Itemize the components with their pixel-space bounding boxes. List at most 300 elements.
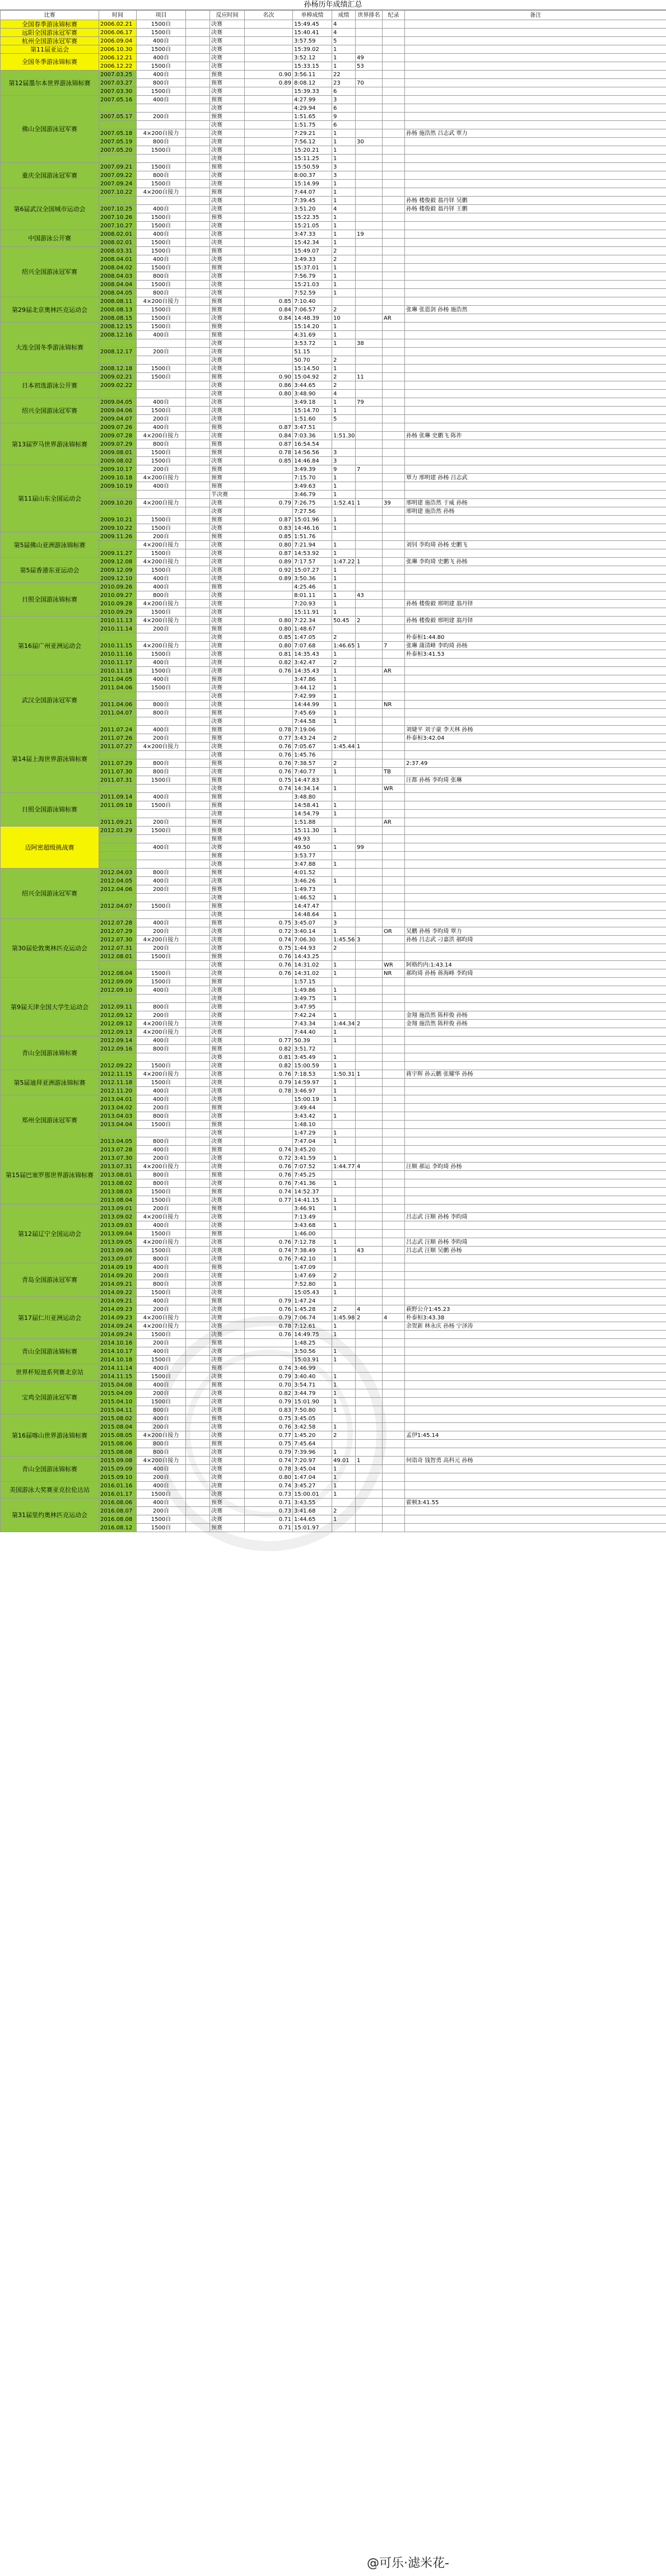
stage-cell: 决赛: [210, 575, 245, 583]
spacer-cell: [186, 549, 210, 558]
stage-cell: 决赛: [210, 1028, 245, 1037]
event-item-cell: 800自: [137, 701, 186, 709]
result-cell: 15:01.97: [293, 1524, 332, 1532]
event-name: 全国春季游泳锦标赛: [1, 20, 99, 29]
stage-cell: 预赛: [210, 1499, 245, 1507]
rank-cell: [356, 734, 383, 743]
date-cell: 2016.08.06: [99, 1499, 137, 1507]
result-cell: 7:56.79: [293, 272, 332, 281]
event-item-cell: [137, 356, 186, 365]
result-cell: 14:41.15: [293, 1196, 332, 1205]
date-cell: [99, 356, 137, 365]
note-cell: [405, 1389, 666, 1398]
table-row: [1, 323, 666, 331]
result-cell: 7:22.34: [293, 617, 332, 625]
note-cell: [405, 180, 666, 188]
reaction-time-cell: [245, 818, 293, 827]
spacer-cell: [186, 398, 210, 407]
split-cell: 1: [332, 62, 356, 71]
table-row: [1, 1146, 666, 1154]
event-item-cell: 4×200自接力: [137, 1322, 186, 1331]
date-cell: 2007.05.17: [99, 113, 137, 121]
reaction-time-cell: 0.74: [245, 936, 293, 944]
result-cell: 3:49.39: [293, 465, 332, 474]
split-cell: 1:45.98: [332, 1314, 356, 1322]
note-cell: [405, 591, 666, 600]
reaction-time-cell: [245, 113, 293, 121]
table-row: [1, 1028, 666, 1037]
stage-cell: 决赛: [210, 20, 245, 29]
table-row: [1, 558, 666, 566]
table-row: [1, 566, 666, 575]
date-cell: 2008.08.11: [99, 297, 137, 306]
stage-cell: 决赛: [210, 356, 245, 365]
rank-cell: [356, 365, 383, 373]
world-rank-cell: [383, 1473, 405, 1482]
table-row: [1, 591, 666, 600]
stage-cell: 预赛: [210, 516, 245, 524]
note-cell: [405, 213, 666, 222]
stage-cell: 决赛: [210, 1079, 245, 1087]
spacer-cell: [186, 995, 210, 1003]
table-row: [1, 457, 666, 465]
event-item-cell: 1500自: [137, 549, 186, 558]
event-item-cell: [137, 961, 186, 969]
reaction-time-cell: 0.76: [245, 1305, 293, 1314]
note-cell: [405, 54, 666, 62]
date-cell: 2013.09.07: [99, 1255, 137, 1263]
world-rank-cell: [383, 1028, 405, 1037]
result-cell: 7:10.40: [293, 297, 332, 306]
note-cell: [405, 247, 666, 255]
split-cell: 1: [332, 1356, 356, 1364]
date-cell: 2013.07.30: [99, 1154, 137, 1163]
stage-cell: 预赛: [210, 213, 245, 222]
stage-cell: 决赛: [210, 877, 245, 885]
note-cell: 蒋宇辉 孙云鹏 张耀华 孙杨: [405, 1070, 666, 1079]
note-cell: [405, 793, 666, 801]
date-cell: 2013.09.03: [99, 1221, 137, 1230]
split-cell: 1: [332, 801, 356, 810]
result-cell: 14:31.02: [293, 961, 332, 969]
note-cell: [405, 20, 666, 29]
rank-cell: [356, 415, 383, 423]
reaction-time-cell: [245, 54, 293, 62]
stage-cell: 决赛: [210, 1457, 245, 1465]
result-cell: 3:49.63: [293, 482, 332, 491]
note-cell: [405, 768, 666, 776]
reaction-time-cell: [245, 860, 293, 869]
stage-cell: 决赛: [210, 457, 245, 465]
reaction-time-cell: 0.83: [245, 1406, 293, 1415]
world-rank-cell: [383, 1515, 405, 1524]
rank-cell: [356, 213, 383, 222]
reaction-time-cell: 0.78: [245, 726, 293, 734]
rank-cell: 2: [356, 617, 383, 625]
spacer-cell: [186, 675, 210, 684]
reaction-time-cell: [245, 339, 293, 348]
result-cell: 14:56.56: [293, 449, 332, 457]
note-cell: [405, 953, 666, 961]
table-row: [1, 843, 666, 852]
world-rank-cell: [383, 255, 405, 264]
split-cell: 2: [332, 381, 356, 390]
note-cell: 郝昀琦 孙杨 蒋海峰 李昀琦: [405, 969, 666, 978]
rank-cell: [356, 205, 383, 213]
table-row: [1, 1003, 666, 1011]
event-item-cell: [137, 155, 186, 163]
result-cell: 7:20.93: [293, 600, 332, 608]
result-cell: 3:57.59: [293, 37, 332, 45]
stage-cell: 预赛: [210, 533, 245, 541]
result-cell: 3:45.49: [293, 1053, 332, 1062]
stage-cell: 决赛: [210, 810, 245, 818]
table-row: [1, 54, 666, 62]
note-cell: 萩野公介1:45.23: [405, 1305, 666, 1314]
spacer-cell: [186, 659, 210, 667]
note-cell: [405, 113, 666, 121]
world-rank-cell: [383, 953, 405, 961]
date-cell: 2010.11.16: [99, 650, 137, 659]
world-rank-cell: [383, 869, 405, 877]
event-item-cell: 1500自: [137, 281, 186, 289]
date-cell: 2016.01.16: [99, 1482, 137, 1490]
world-rank-cell: [383, 138, 405, 146]
split-cell: 1: [332, 146, 356, 155]
split-cell: 2: [332, 1507, 356, 1515]
result-cell: 7:42.10: [293, 1255, 332, 1263]
world-rank-cell: [383, 734, 405, 743]
world-rank-cell: TB: [383, 768, 405, 776]
event-name: 第5届香港东亚运动会: [1, 558, 99, 583]
date-cell: 2006.12.21: [99, 54, 137, 62]
rank-cell: [356, 1028, 383, 1037]
date-cell: [99, 911, 137, 919]
rank-cell: 3: [356, 936, 383, 944]
note-cell: [405, 659, 666, 667]
result-cell: 14:35.43: [293, 650, 332, 659]
world-rank-cell: [383, 87, 405, 96]
result-cell: 4:25.46: [293, 583, 332, 591]
result-cell: 15:11.25: [293, 155, 332, 163]
split-cell: 4: [332, 390, 356, 398]
table-row: [1, 205, 666, 213]
split-cell: 1: [332, 894, 356, 902]
stage-cell: 预赛: [210, 1104, 245, 1112]
split-cell: 2: [332, 633, 356, 642]
table-row: [1, 1314, 666, 1322]
reaction-time-cell: 0.80: [245, 617, 293, 625]
rank-cell: [356, 692, 383, 701]
result-cell: 3:45.20: [293, 1146, 332, 1154]
rank-cell: [356, 785, 383, 793]
table-row: [1, 407, 666, 415]
result-cell: 7:38.57: [293, 759, 332, 768]
table-row: [1, 29, 666, 37]
event-name: 绍兴全国游泳冠军赛: [1, 398, 99, 423]
result-cell: 3:47.51: [293, 423, 332, 432]
date-cell: [99, 961, 137, 969]
note-cell: [405, 877, 666, 885]
event-item-cell: 200自: [137, 885, 186, 894]
result-cell: 3:45.27: [293, 1482, 332, 1490]
rank-cell: [356, 969, 383, 978]
table-row: [1, 600, 666, 608]
rank-cell: [356, 667, 383, 675]
rank-cell: [356, 1196, 383, 1205]
table-row: [1, 1280, 666, 1289]
split-cell: 1: [332, 877, 356, 885]
date-cell: 2016.01.17: [99, 1490, 137, 1499]
world-rank-cell: [383, 1297, 405, 1305]
event-item-cell: 1500自: [137, 264, 186, 272]
spacer-cell: [186, 474, 210, 482]
split-cell: 5: [332, 415, 356, 423]
split-cell: 1: [332, 701, 356, 709]
rank-cell: [356, 1515, 383, 1524]
world-rank-cell: [383, 827, 405, 835]
event-name: 青岛全国游泳冠军赛: [1, 1263, 99, 1297]
rank-cell: [356, 45, 383, 54]
date-cell: 2012.09.09: [99, 978, 137, 986]
note-cell: [405, 297, 666, 306]
rank-cell: [356, 1037, 383, 1045]
result-cell: 14:47.83: [293, 776, 332, 785]
split-cell: 1:50.31: [332, 1070, 356, 1079]
reaction-time-cell: [245, 684, 293, 692]
world-rank-cell: [383, 457, 405, 465]
table-row: [1, 936, 666, 944]
stage-cell: 决赛: [210, 986, 245, 995]
reaction-time-cell: [245, 415, 293, 423]
note-cell: [405, 1053, 666, 1062]
world-rank-cell: [383, 995, 405, 1003]
date-cell: 2014.09.24: [99, 1331, 137, 1339]
note-cell: [405, 281, 666, 289]
note-cell: [405, 339, 666, 348]
split-cell: 2: [332, 759, 356, 768]
date-cell: 2012.08.01: [99, 953, 137, 961]
sheet-title: 孙杨历年成绩汇总: [0, 0, 666, 10]
reaction-time-cell: [245, 1129, 293, 1137]
reaction-time-cell: [245, 407, 293, 415]
world-rank-cell: [383, 516, 405, 524]
stage-cell: 决赛: [210, 785, 245, 793]
split-cell: 1: [332, 188, 356, 197]
world-rank-cell: [383, 1087, 405, 1095]
reaction-time-cell: 0.79: [245, 1297, 293, 1305]
table-row: [1, 264, 666, 272]
table-row: [1, 793, 666, 801]
stage-cell: 决赛: [210, 927, 245, 936]
event-item-cell: 1500自: [137, 1490, 186, 1499]
reaction-time-cell: [245, 465, 293, 474]
world-rank-cell: [383, 1163, 405, 1171]
stage-cell: 决赛: [210, 558, 245, 566]
stage-cell: 预赛: [210, 113, 245, 121]
table-row: [1, 1322, 666, 1331]
table-row: [1, 197, 666, 205]
world-rank-cell: [383, 1339, 405, 1347]
reaction-time-cell: [245, 852, 293, 860]
stage-cell: 决赛: [210, 415, 245, 423]
spacer-cell: [186, 62, 210, 71]
stage-cell: 决赛: [210, 1053, 245, 1062]
world-rank-cell: [383, 1230, 405, 1238]
event-item-cell: 1500自: [137, 524, 186, 533]
stage-cell: 决赛: [210, 432, 245, 440]
date-cell: 2013.04.02: [99, 1104, 137, 1112]
note-cell: 霍顿3:41.55: [405, 1499, 666, 1507]
table-row: [1, 675, 666, 684]
split-cell: [332, 1171, 356, 1179]
date-cell: 2010.09.28: [99, 600, 137, 608]
rank-cell: [356, 272, 383, 281]
world-rank-cell: [383, 113, 405, 121]
reaction-time-cell: [245, 692, 293, 701]
date-cell: 2009.10.22: [99, 524, 137, 533]
rank-cell: 4: [356, 1305, 383, 1314]
stage-cell: 决赛: [210, 633, 245, 642]
event-item-cell: [137, 852, 186, 860]
split-cell: 1: [332, 180, 356, 188]
note-cell: [405, 978, 666, 986]
stage-cell: 决赛: [210, 1154, 245, 1163]
note-cell: 阿格约内:1:43.14: [405, 961, 666, 969]
table-row: [1, 1289, 666, 1297]
table-row: [1, 339, 666, 348]
stage-cell: 预赛: [210, 163, 245, 171]
event-item-cell: 1500自: [137, 1289, 186, 1297]
rank-cell: [356, 129, 383, 138]
date-cell: 2014.11.15: [99, 1373, 137, 1381]
spacer-cell: [186, 163, 210, 171]
event-name: 青山全国游泳锦标赛: [1, 1037, 99, 1070]
rank-cell: [356, 1079, 383, 1087]
note-cell: [405, 1297, 666, 1305]
date-cell: 2015.04.11: [99, 1406, 137, 1415]
table-row: [1, 163, 666, 171]
reaction-time-cell: 0.84: [245, 432, 293, 440]
spacer-cell: [186, 692, 210, 701]
table-row: [1, 1263, 666, 1272]
result-cell: 7:18.53: [293, 1070, 332, 1079]
stage-cell: 决赛: [210, 255, 245, 264]
reaction-time-cell: 0.75: [245, 776, 293, 785]
date-cell: [99, 860, 137, 869]
world-rank-cell: [383, 1062, 405, 1070]
date-cell: 2009.10.21: [99, 516, 137, 524]
split-cell: 1: [332, 541, 356, 549]
note-cell: [405, 264, 666, 272]
rank-cell: [356, 507, 383, 516]
table-row: [1, 1213, 666, 1221]
stage-cell: 预赛: [210, 801, 245, 810]
reaction-time-cell: [245, 398, 293, 407]
event-item-cell: 800自: [137, 1045, 186, 1053]
date-cell: 2014.09.21: [99, 1280, 137, 1289]
table-row: [1, 801, 666, 810]
event-item-cell: 400自: [137, 255, 186, 264]
note-cell: [405, 1129, 666, 1137]
date-cell: 2009.10.17: [99, 465, 137, 474]
world-rank-cell: 7: [383, 642, 405, 650]
table-row: [1, 348, 666, 356]
reaction-time-cell: 0.73: [245, 1507, 293, 1515]
reaction-time-cell: 0.80: [245, 390, 293, 398]
event-item-cell: 200自: [137, 1305, 186, 1314]
rank-cell: [356, 1003, 383, 1011]
reaction-time-cell: 0.78: [245, 1322, 293, 1331]
result-cell: 15:14.20: [293, 323, 332, 331]
world-rank-cell: [383, 213, 405, 222]
date-cell: [99, 390, 137, 398]
spacer-cell: [186, 600, 210, 608]
stage-cell: 决赛: [210, 701, 245, 709]
stage-cell: 决赛: [210, 171, 245, 180]
table-row: [1, 583, 666, 591]
date-cell: 2014.10.16: [99, 1339, 137, 1347]
rank-cell: [356, 1011, 383, 1020]
world-rank-cell: [383, 1205, 405, 1213]
split-cell: 1: [332, 54, 356, 62]
stage-cell: 预赛: [210, 482, 245, 491]
date-cell: 2009.10.20: [99, 499, 137, 507]
split-cell: 2: [332, 356, 356, 365]
split-cell: 1: [332, 1482, 356, 1490]
note-cell: [405, 885, 666, 894]
stage-cell: 决赛: [210, 155, 245, 163]
spacer-cell: [186, 1062, 210, 1070]
reaction-time-cell: [245, 843, 293, 852]
date-cell: 2009.12.09: [99, 566, 137, 575]
reaction-time-cell: 0.92: [245, 566, 293, 575]
reaction-time-cell: 0.84: [245, 306, 293, 314]
note-cell: [405, 516, 666, 524]
date-cell: 2013.07.31: [99, 1163, 137, 1171]
date-cell: 2008.04.01: [99, 255, 137, 264]
rank-cell: [356, 583, 383, 591]
world-rank-cell: [383, 1188, 405, 1196]
results-table: [0, 10, 666, 1532]
split-cell: 1: [332, 1154, 356, 1163]
event-name: 第12届墨尔本世界游泳锦标赛: [1, 71, 99, 96]
result-cell: 3:46.91: [293, 1205, 332, 1213]
rank-cell: [356, 827, 383, 835]
split-cell: 9: [332, 113, 356, 121]
spacer-cell: [186, 1137, 210, 1146]
event-item-cell: 1500自: [137, 45, 186, 54]
split-cell: 1: [332, 995, 356, 1003]
reaction-time-cell: [245, 121, 293, 129]
date-cell: [99, 121, 137, 129]
note-cell: [405, 1482, 666, 1490]
reaction-time-cell: [245, 1104, 293, 1112]
rank-cell: [356, 860, 383, 869]
split-cell: 1: [332, 969, 356, 978]
event-item-cell: 800自: [137, 1137, 186, 1146]
date-cell: 2015.09.09: [99, 1465, 137, 1473]
reaction-time-cell: [245, 793, 293, 801]
date-cell: [99, 810, 137, 818]
stage-cell: 决赛: [210, 45, 245, 54]
split-cell: [332, 625, 356, 633]
date-cell: 2013.04.03: [99, 1112, 137, 1121]
note-cell: [405, 1507, 666, 1515]
reaction-time-cell: 0.75: [245, 1415, 293, 1423]
stage-cell: 决赛: [210, 524, 245, 533]
split-cell: 1: [332, 230, 356, 239]
